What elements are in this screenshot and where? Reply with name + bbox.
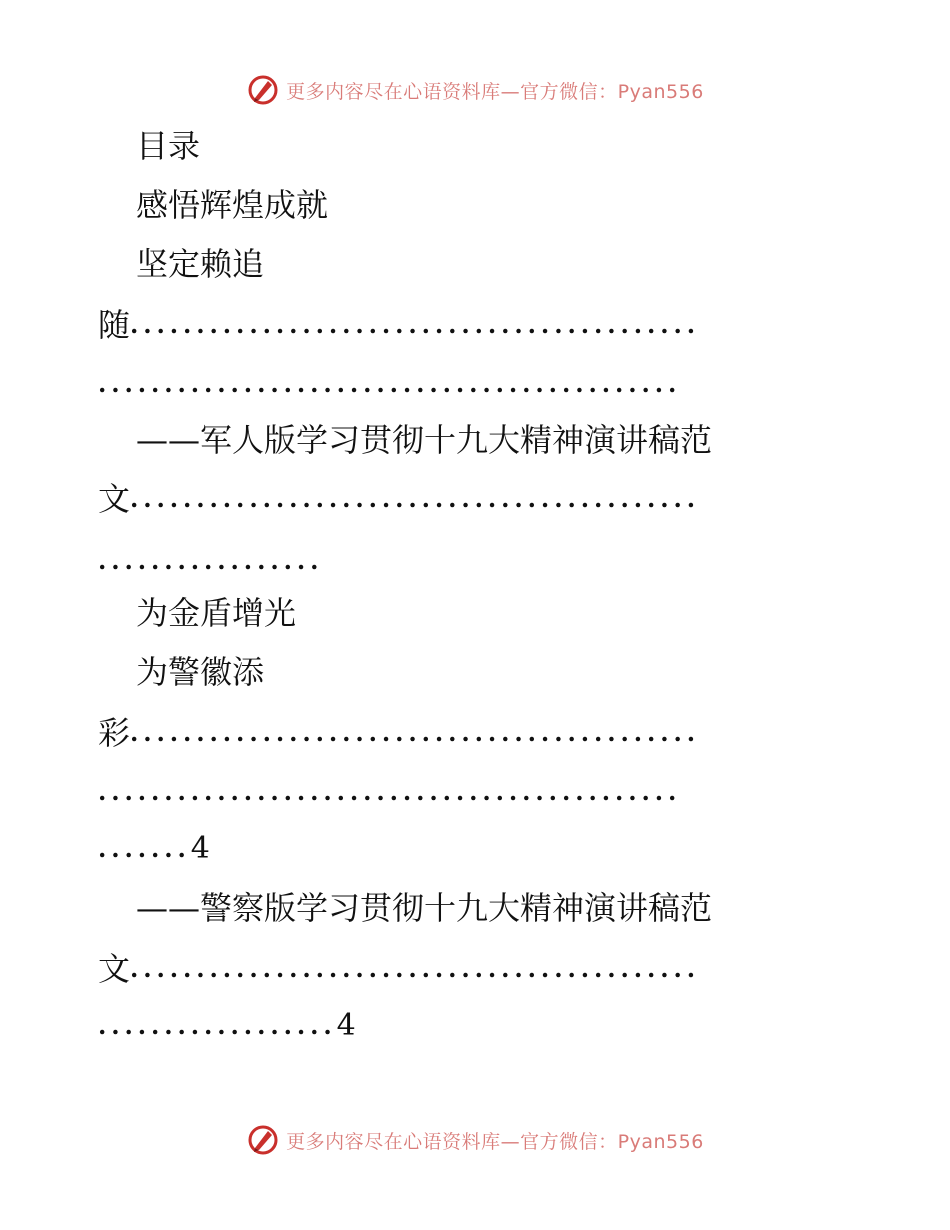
page-number: 4 <box>190 831 210 866</box>
toc-entry-1-line-1: 感悟辉煌成就 <box>136 186 329 224</box>
header-watermark <box>0 70 950 110</box>
toc-entry-1-text: 随 <box>98 306 131 344</box>
footer-watermark <box>0 1120 950 1160</box>
dot-leader: ............................................ <box>98 777 682 806</box>
toc-entry-2-leader-line <box>0 763 950 821</box>
toc-entry-2-subtitle-end <box>0 940 950 998</box>
toc-entry-1-subtitle-end <box>0 470 950 528</box>
toc-entry-2-subtitle: ——警察版学习贯彻十九大精神演讲稿范 <box>136 889 713 927</box>
dot-leader: ....... <box>98 834 191 863</box>
toc-entry-2-page-line <box>0 820 950 878</box>
toc-title: 目录 <box>136 127 201 165</box>
dot-leader: ........................................... <box>130 718 701 747</box>
toc-entry-2-line-1: 为金盾增光 <box>136 594 297 632</box>
page-number: 4 <box>336 1008 356 1043</box>
footer-text: 更多内容尽在心语资料库—官方微信：Pyan556 <box>286 1130 704 1153</box>
toc-entry-1-subtitle: ——军人版学习贯彻十九大精神演讲稿范 <box>136 421 713 459</box>
pen-logo-icon <box>246 1123 280 1157</box>
toc-entry-1-line-3 <box>0 296 950 354</box>
toc-entry-2-subtitle-end-text: 文 <box>98 950 131 988</box>
dot-leader: ................. <box>98 546 324 575</box>
dot-leader: ............................................ <box>98 369 682 398</box>
toc-entry-1-leader-line <box>0 355 950 413</box>
toc-entry-1-subtitle-end-text: 文 <box>98 480 131 518</box>
toc-entry-2-text: 彩 <box>98 714 131 752</box>
dot-leader: ........................................... <box>130 484 701 513</box>
dot-leader: ........................................... <box>130 954 701 983</box>
toc-entry-2-line-3 <box>0 704 950 762</box>
header-text: 更多内容尽在心语资料库—官方微信：Pyan556 <box>286 80 704 103</box>
toc-entry-1-line-2: 坚定赖追 <box>136 245 265 283</box>
pen-logo-icon <box>246 73 280 107</box>
dot-leader: .................. <box>98 1011 337 1040</box>
toc-entry-1-subtitle-leader-line <box>0 532 950 590</box>
toc-entry-2-subtitle-page-line <box>0 997 950 1055</box>
toc-entry-2-line-2: 为警徽添 <box>136 653 265 691</box>
dot-leader: ........................................... <box>130 310 701 339</box>
